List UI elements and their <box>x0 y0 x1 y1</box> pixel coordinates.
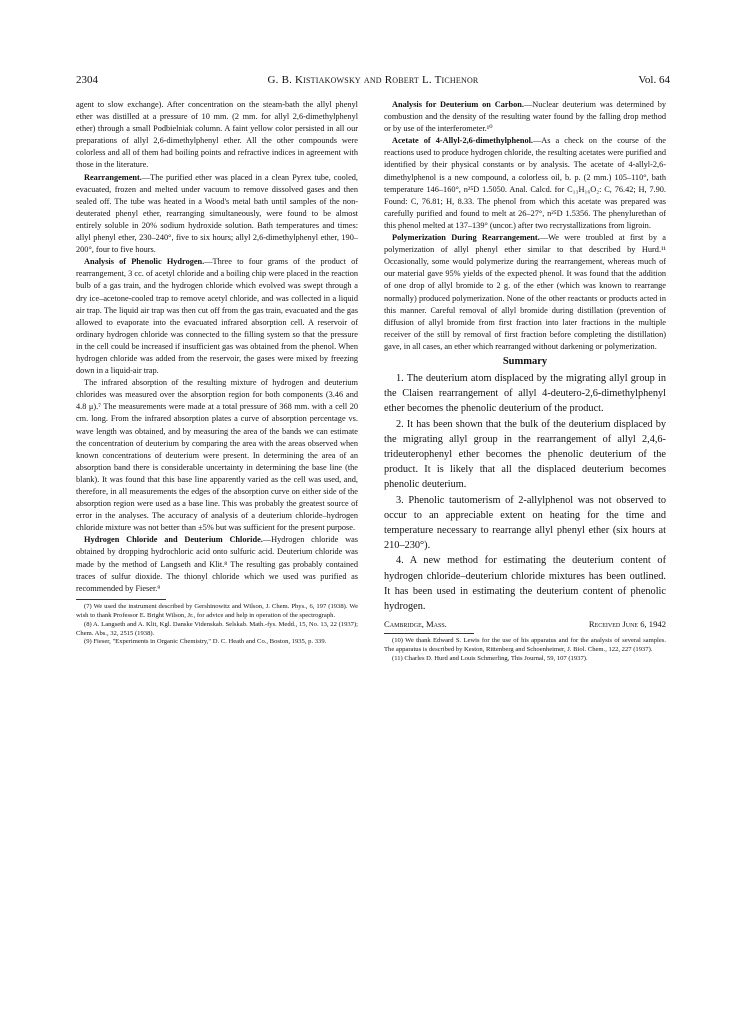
summary-item-3: 3. Phenolic tautomerism of 2-allylphenol was not observed to occur to an appreciable extent on heating for the time and temperature necessary to rearrange allyl phenyl ether (six hours at 210–230°). <box>384 494 666 552</box>
summary-item-2: 2. It has been shown that the bulk of the deuterium displaced by the migrating allyl group in the rearrangement of allyl 2,4,6-trideuterophenyl ether becomes the phenolic deuterium of the product. It is likely that all the displaced deuterium becomes phenolic deuterium. <box>384 418 666 491</box>
page-number: 2304 <box>76 74 98 86</box>
left-column <box>76 99 358 647</box>
footnote-11: (11) Charles D. Hurd and Louis Schmerling, This Journal, 59, 107 (1937). <box>392 655 588 663</box>
summary-heading: Summary <box>502 355 548 367</box>
right-column <box>384 99 666 664</box>
section-heading-deuterium-carbon: Analysis for Deuterium on Carbon. <box>392 100 524 109</box>
paragraph-deuterium-carbon <box>384 99 666 135</box>
footnote-10: (10) We thank Edward S. Lewis for the use of his apparatus and for the analysis of several samples. The apparatus is described by Keston, Rittenberg and Schoenheimer, J. Biol. Chem., 122, 227 (1937). <box>384 637 666 654</box>
footnote-8: (8) A. Langseth and A. Klit, Kgl. Danske Videnskab. Selskab. Math.-fys. Medd., 15, No. 13, 22 (1937); Chem. Abs., 32, 2515 (1938). <box>76 620 358 637</box>
section-heading-phenolic-hydrogen: Analysis of Phenolic Hydrogen. <box>84 257 205 267</box>
paragraph-text: —The purified ether was placed in a clean Pyrex tube, cooled, evacuated, frozen and melted under vacuum to remove dissolved gases and then sealed off. The tube was heated in a Wood's metal bath until samples of the non-deuterated phenyl ether, rearranging simultaneously, were found to be almost entirely soluble in 20% sodium hydroxide solution. Bath temperatures and times: allyl phenyl ether, 230–240°, five to six hours; allyl 2,6-dimethylphenyl ether, 190–200°, four to five hours. <box>76 172 358 255</box>
running-header <box>76 74 670 90</box>
paragraph-distillation: agent to slow exchange). After concentration on the steam-bath the allyl phenyl ether was distilled at a pressure of 10 mm. (2 mm. for allyl 2,6-dimethylphenyl ether) through a small Podbielniak column. A faint yellow color persisted in all our preparations of allyl 2,6-dimethylphenyl ether. All the other compounds were colorless and all of them had boiling points and refractive indices in agreement with those in the literature. <box>76 100 358 170</box>
footnote-rule <box>384 633 474 634</box>
paragraph-infrared: The infrared absorption of the resulting mixture of hydrogen and deuterium chlorides was measured over the absorption region for both components (3.46 and 4.8 μ).⁷ The measurements were made at a total pressure of 368 mm. with a cell 20 cm. long. From the infrared absorption plates a curve of absorption percentage vs. wave length was obtained, and by measuring the area of the bands we can estimate the concentration of deuterium by comparing the area with the areas observed when known concentrations of deuterium were present. In determining the area of an absorption band there is considerable uncertainty in determining the base line (the blank). It was found that this base line apparently varied as the cell was used, and, therefore, in all measurements the edges of the absorption curve on either side of the absorption region were used as a base line. This was probably the greatest source of error in the analyses. The accuracy of analysis of a deuterium chloride–hydrogen chloride mixture was not better than ±5% but was sufficient for the present purpose. <box>76 378 358 533</box>
paragraph-text: —Nuclear deuterium was determined by combustion and the density of the resulting water found by the falling drop method or by use of the interferometer.¹⁰ <box>384 100 666 134</box>
volume-label: Vol. 64 <box>638 74 670 86</box>
summary-item-4: 4. A new method for estimating the deuterium content of hydrogen chloride–deuterium chloride mixtures has been outlined. It has been used in estimating the deuterium content of phenolic hydrogen. <box>384 555 666 613</box>
paragraph-text: —As a check on the course of the reactions used to produce hydrogen chloride, the resulting acetates were purified and identified by their physical constants or by analysis. The acetate of 4-allyl-2,6-dimethylphenol is a new compound, a colorless oil, b. p. (2 mm.) 105–110°, bath temperature 146–160°, n²⁵D 1.5050. Anal. Calcd. for C₁₃H₁₆O₂: C, 76.42; H, 7.90. Found: C, 76.81; H, 8.33. The phenol from which this acetate was prepared was carefully purified and found to melt at 26–27°, n²⁵D 1.5356. The phenylurethan of this phenol melted at 137–139° (uncor.) after two recrystallizations from ligroin. <box>384 136 666 230</box>
paragraph-text: —Three to four grams of the product of rearrangement, 3 cc. of acetyl chloride and a boiling chip were placed in the reaction bulb of a gas train, and the hydrogen chloride which evolved was swept through a dry ice–acetone-cooled trap to remove acetyl chloride, and was collected in a liquid air trap. The liquid air trap was then cut off from the gas train, evacuated and the gas allowed to evaporate into the evacuated infrared absorption cell. A reservoir of ordinary hydrogen chloride was connected to the filling system so that the pressure in the cell could be increased if insufficient gas was obtained from the phenol. When hydrogen chloride was added from the reservoir, the gases were mixed by freezing down in a liquid-air trap. <box>76 257 358 376</box>
footnote-9: (9) Fieser, "Experiments in Organic Chemistry," D. C. Heath and Co., Boston, 1935, p. 339. <box>84 638 327 646</box>
paragraph-hcl-dcl <box>76 534 358 594</box>
signature-line <box>384 617 666 631</box>
running-title: G. B. Kistiakowsky and Robert L. Tichenor <box>267 74 479 86</box>
paragraph-text: —We were troubled at first by a polymerization of allyl phenyl ether similar to that described by Hurd.¹¹ Occasionally, some would polymerize during the rearrangement, whereas much of our material gave 95% yields of the expected phenol. It was found that the addition of one drop of allyl bromide to 2 g. of the ether (which was known to rearrange normally) produced polymerization. None of the other reactants or products acted in this manner. Careful removal of allyl bromide during distillation (prevention of diffusion of allyl bromide from first fraction into later fractions in the multiple receiver of the still by removal of first fraction before completing the distillation) gave, in all cases, an ether which rearranged without darkening or polymerization. <box>384 233 666 351</box>
received-date: Received June 6, 1942 <box>588 619 666 630</box>
summary-item-1: 1. The deuterium atom displaced by the migrating allyl group in the Claisen rearrangement of allyl 4-deutero-2,6-dimethylphenyl ether becomes the phenolic deuterium of the product. <box>384 372 666 415</box>
paragraph-phenolic-hydrogen <box>76 256 358 377</box>
paragraph-text: —Hydrogen chloride was obtained by dropping hydrochloric acid onto sulfuric acid. Deuterium chloride was made by the method of Langseth and Klit.⁸ The resulting gas probably contained traces of sulfur dioxide. The thionyl chloride which we used was purified as recommended by Fieser.⁹ <box>76 535 359 593</box>
footnote-7: (7) We used the instrument described by Gershinowitz and Wilson, J. Chem. Phys., 6, 197 (1938). We wish to thank Professor E. Bright Wilson, Jr., for advice and help in operation of the spectrograph. <box>76 602 358 619</box>
section-heading-hcl-dcl: Hydrogen Chloride and Deuterium Chloride. <box>84 535 263 545</box>
paragraph-rearrangement <box>76 172 358 257</box>
section-heading-rearrangement: Rearrangement. <box>84 172 142 182</box>
section-heading-polymerization: Polymerization During Rearrangement. <box>392 233 540 243</box>
footnote-rule <box>76 599 166 600</box>
paragraph-polymerization <box>384 232 666 353</box>
section-heading-acetate: Acetate of 4-Allyl-2,6-dimethylphenol. <box>392 136 533 146</box>
affiliation-place: Cambridge, Mass. <box>384 619 447 630</box>
paragraph-acetate <box>384 135 666 232</box>
